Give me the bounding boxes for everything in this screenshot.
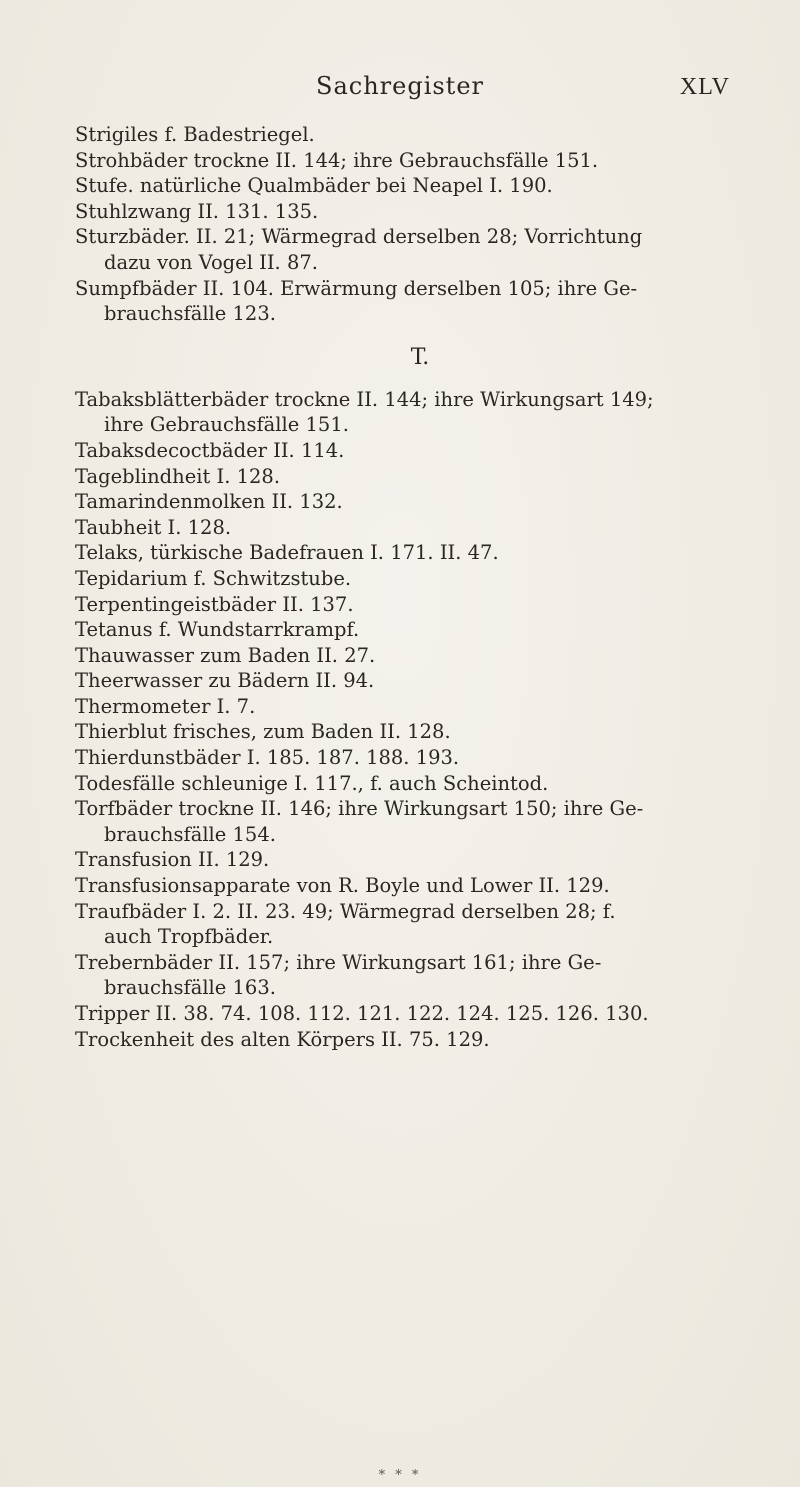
index-entry — [75, 540, 765, 566]
entry-text: Tabaksdecoctbäder II. 114. — [75, 438, 345, 462]
entry-text: Traufbäder I. 2. II. 23. 49; Wärmegrad derselben 28; f. — [75, 899, 616, 923]
index-entry — [75, 899, 765, 950]
index-entry — [75, 1001, 765, 1027]
entry-text: Thierdunstbäder I. 185. 187. 188. 193. — [75, 746, 460, 770]
index-entry — [75, 224, 765, 275]
entry-text: Thierblut frisches, zum Baden II. 128. — [75, 720, 451, 744]
entry-text: Tageblindheit I. 128. — [75, 464, 281, 488]
entry-text: Thauwasser zum Baden II. 27. — [75, 643, 376, 667]
section-letter-t: T. — [410, 344, 430, 370]
index-entry — [75, 796, 765, 847]
entries-s — [75, 122, 765, 327]
index-entry — [75, 566, 765, 592]
signature-mark: * * * — [378, 1468, 422, 1483]
entry-text: Todesfälle schleunige I. 117., f. auch Scheintod. — [75, 771, 549, 795]
index-entry — [75, 694, 765, 720]
index-entry — [75, 643, 765, 669]
index-entry — [75, 122, 765, 148]
entry-continuation: brauchsfälle 123. — [104, 302, 276, 326]
entry-continuation: brauchsfälle 154. — [104, 822, 276, 846]
entry-continuation: ihre Gebrauchsfälle 151. — [104, 413, 349, 437]
entry-text: Trebernbäder II. 157; ihre Wirkungsart 161; ihre Ge- — [75, 950, 602, 974]
index-entries — [75, 122, 765, 1052]
index-entry — [75, 438, 765, 464]
index-entry — [75, 771, 765, 797]
entry-text: Stuhlzwang II. 131. 135. — [75, 199, 319, 223]
index-entry — [75, 873, 765, 899]
index-entry — [75, 617, 765, 643]
running-title: Sachregister — [316, 72, 484, 100]
entry-text: Tepidarium f. Schwitzstube. — [75, 566, 352, 590]
index-entry — [75, 745, 765, 771]
entries-t — [75, 387, 765, 1052]
entry-text: Theerwasser zu Bädern II. 94. — [75, 669, 375, 693]
entry-text: Transfusionsapparate von R. Boyle und Lower II. 129. — [75, 874, 610, 898]
index-entry — [75, 592, 765, 618]
index-entry — [75, 668, 765, 694]
entry-text: Strigiles f. Badestriegel. — [75, 123, 315, 146]
entry-text: Tamarindenmolken II. 132. — [75, 490, 343, 514]
index-entry — [75, 950, 765, 1001]
entry-text: Stufe. natürliche Qualmbäder bei Neapel I. 190. — [75, 174, 553, 198]
entry-text: Sturzbäder. II. 21; Wärmegrad derselben 28; Vorrichtung — [75, 225, 643, 249]
entry-text: Taubheit I. 128. — [75, 515, 232, 539]
entry-text: Strohbäder trockne II. 144; ihre Gebrauchsfälle 151. — [75, 148, 599, 172]
index-entry — [75, 489, 765, 515]
entry-continuation: brauchsfälle 163. — [104, 976, 276, 1000]
entry-text: Tripper II. 38. 74. 108. 112. 121. 122. 124. 125. 126. 130. — [75, 1002, 649, 1025]
entry-text: Telaks, türkische Badefrauen I. 171. II. 47. — [75, 541, 499, 565]
index-entry — [75, 1027, 765, 1053]
entry-text: Torfbäder trockne II. 146; ihre Wirkungsart 150; ihre Ge- — [75, 797, 644, 821]
entry-text: Tetanus f. Wundstarrkrampf. — [75, 618, 360, 642]
entry-text: Trockenheit des alten Körpers II. 75. 129. — [75, 1027, 490, 1051]
index-entry — [75, 173, 765, 199]
entry-continuation: dazu von Vogel II. 87. — [104, 250, 318, 274]
entry-text: Thermometer I. 7. — [75, 694, 256, 718]
index-entry — [75, 387, 765, 438]
entry-text: Terpentingeistbäder II. 137. — [75, 592, 354, 616]
index-entry — [75, 515, 765, 541]
index-entry — [75, 199, 765, 225]
index-entry — [75, 719, 765, 745]
entry-text: Sumpfbäder II. 104. Erwärmung derselben 105; ihre Ge- — [75, 276, 638, 300]
page-number: XLV — [679, 74, 730, 100]
index-entry — [75, 464, 765, 490]
entry-text: Tabaksblätterbäder trockne II. 144; ihre Wirkungsart 149; — [75, 387, 654, 411]
index-entry — [75, 148, 765, 174]
index-entry — [75, 276, 765, 327]
entry-text: Transfusion II. 129. — [75, 848, 270, 872]
page-header — [0, 72, 800, 112]
index-entry — [75, 847, 765, 873]
entry-continuation: auch Tropfbäder. — [104, 925, 274, 949]
